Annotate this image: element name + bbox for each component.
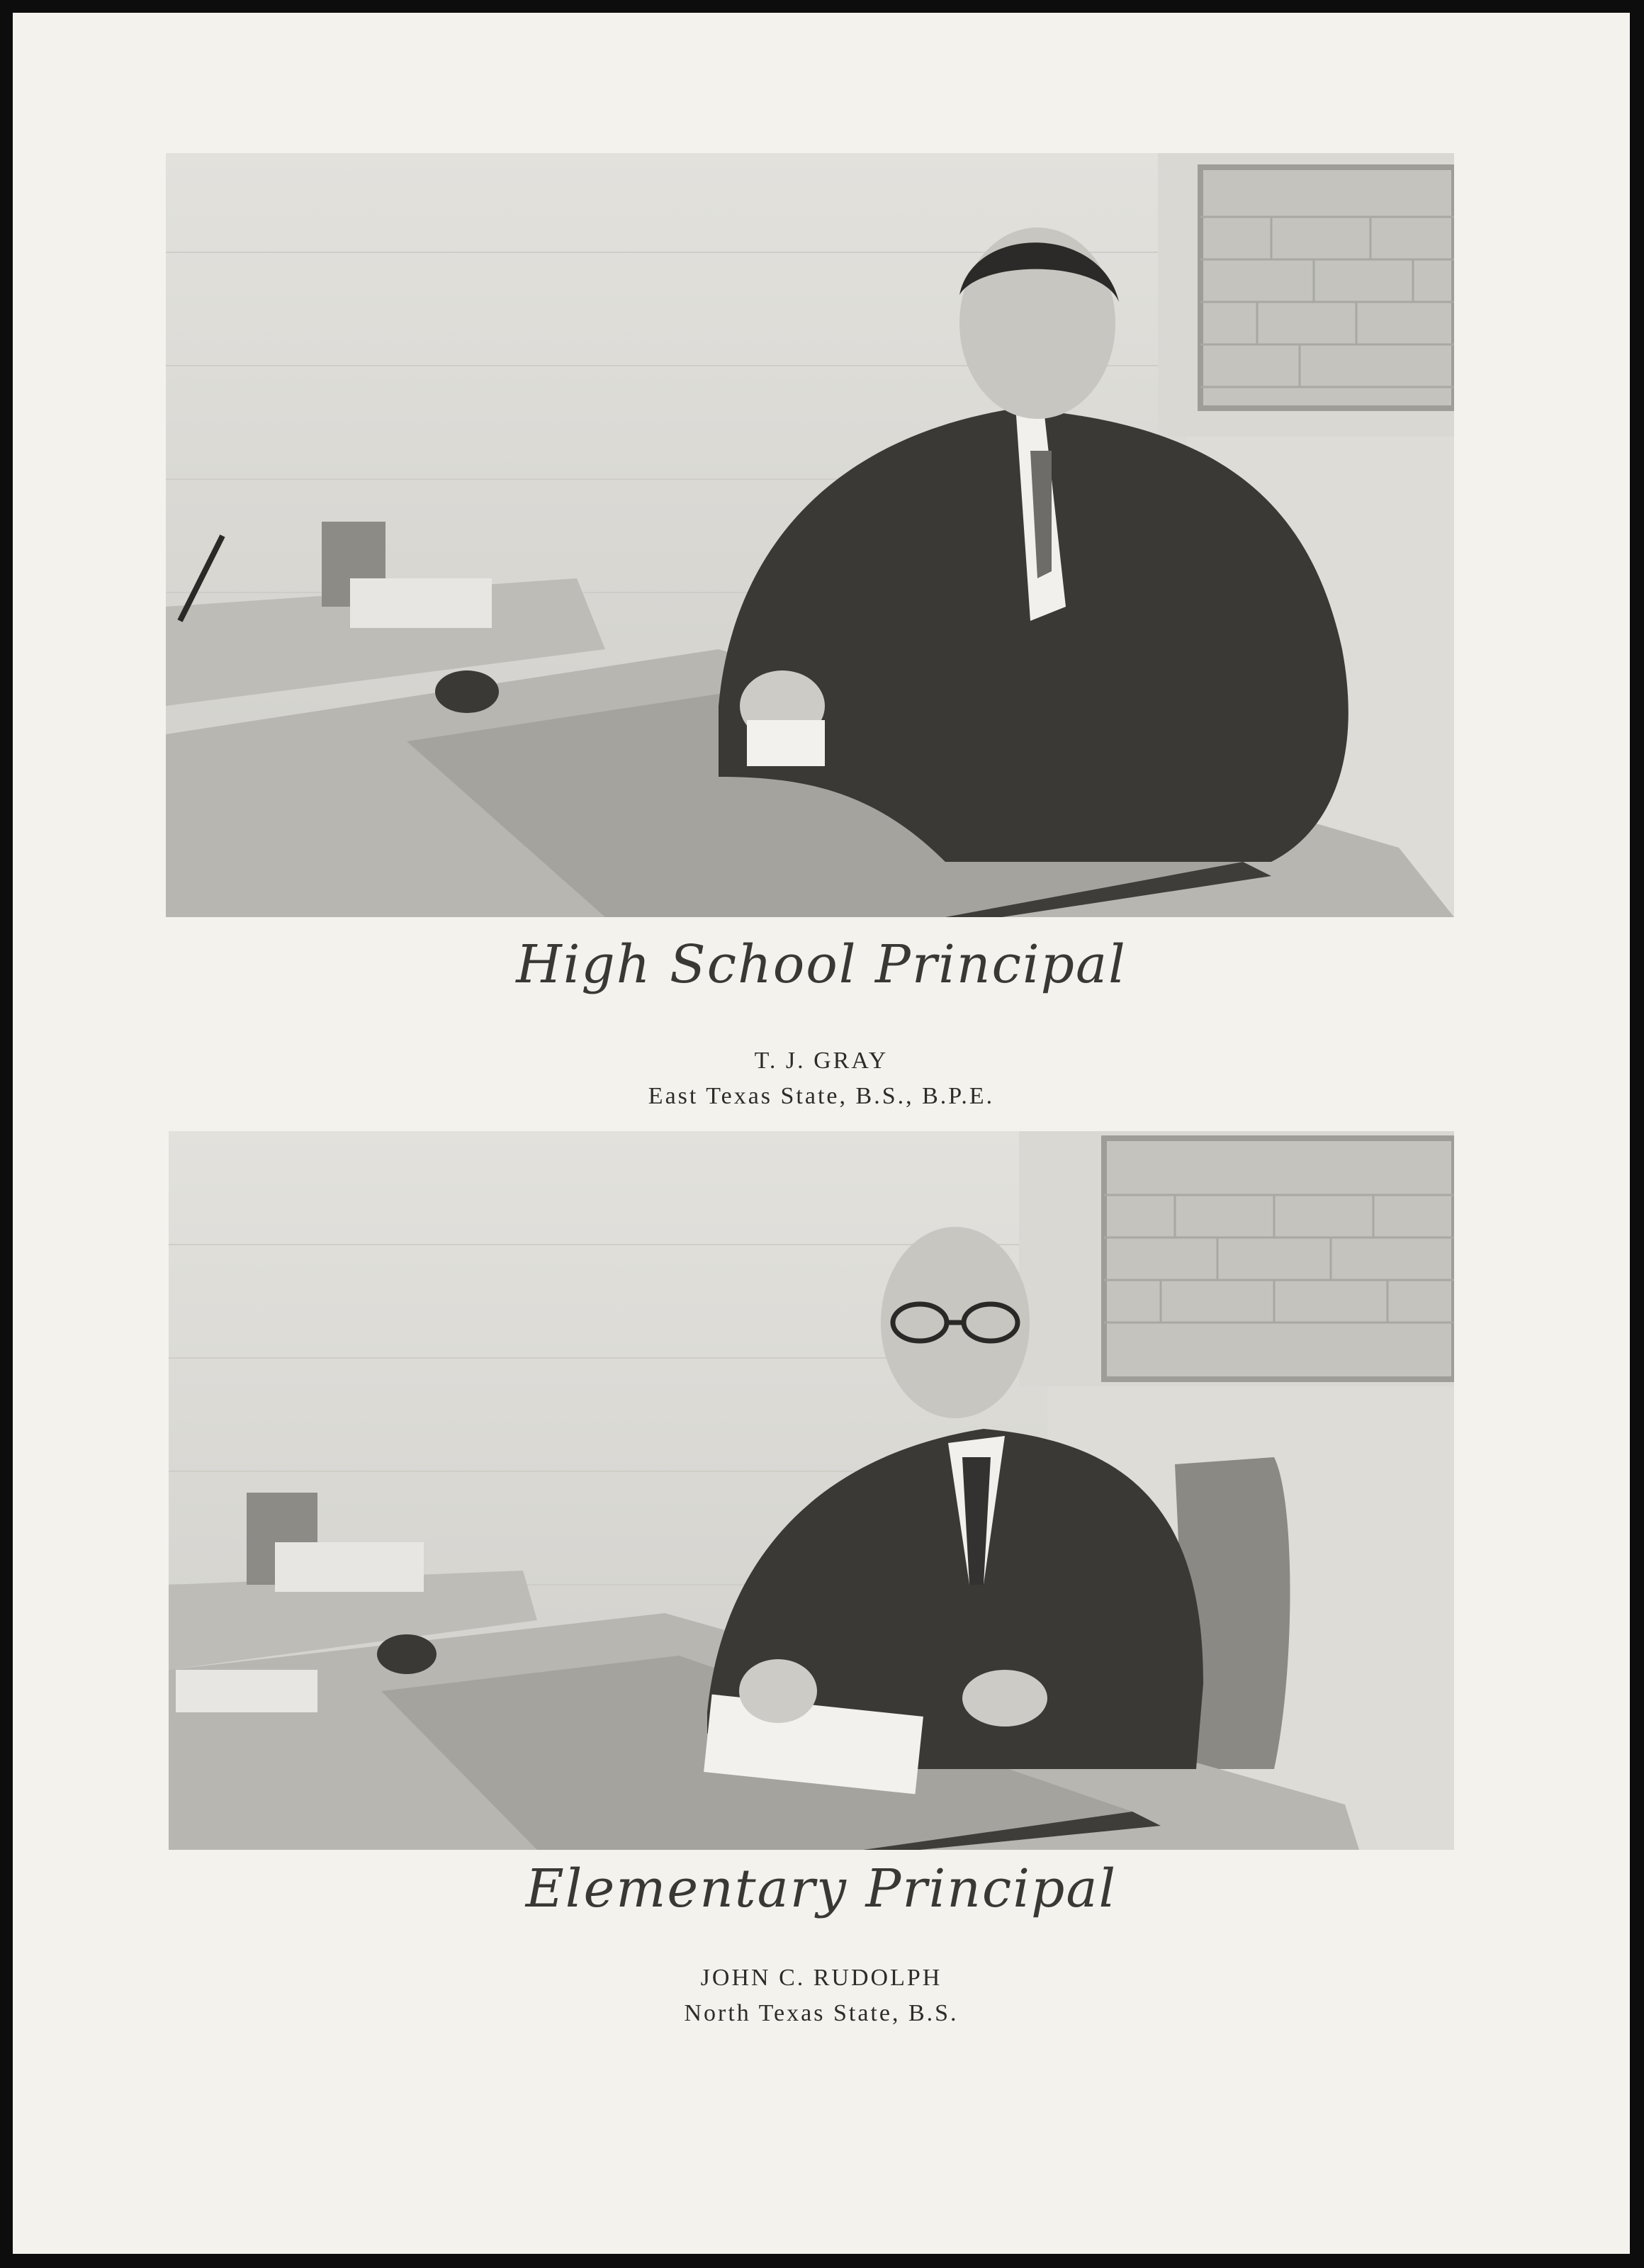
- elementary-principal-credentials: North Texas State, B.S.: [684, 2000, 959, 2026]
- high-school-principal-heading: High School Principal: [516, 934, 1127, 995]
- elementary-principal-photo: [169, 1131, 1454, 1850]
- high-school-principal-credentials: East Texas State, B.S., B.P.E.: [648, 1083, 995, 1109]
- high-school-principal-name: T. J. GRAY: [754, 1048, 889, 1074]
- high-school-principal-caption: [13, 1043, 1630, 1114]
- elementary-principal-name: JOHN C. RUDOLPH: [700, 1965, 942, 1991]
- yearbook-page: [13, 13, 1630, 2254]
- high-school-principal-photo: [166, 153, 1454, 917]
- elementary-principal-caption: [13, 1960, 1630, 2031]
- elementary-principal-heading: Elementary Principal: [525, 1858, 1117, 1919]
